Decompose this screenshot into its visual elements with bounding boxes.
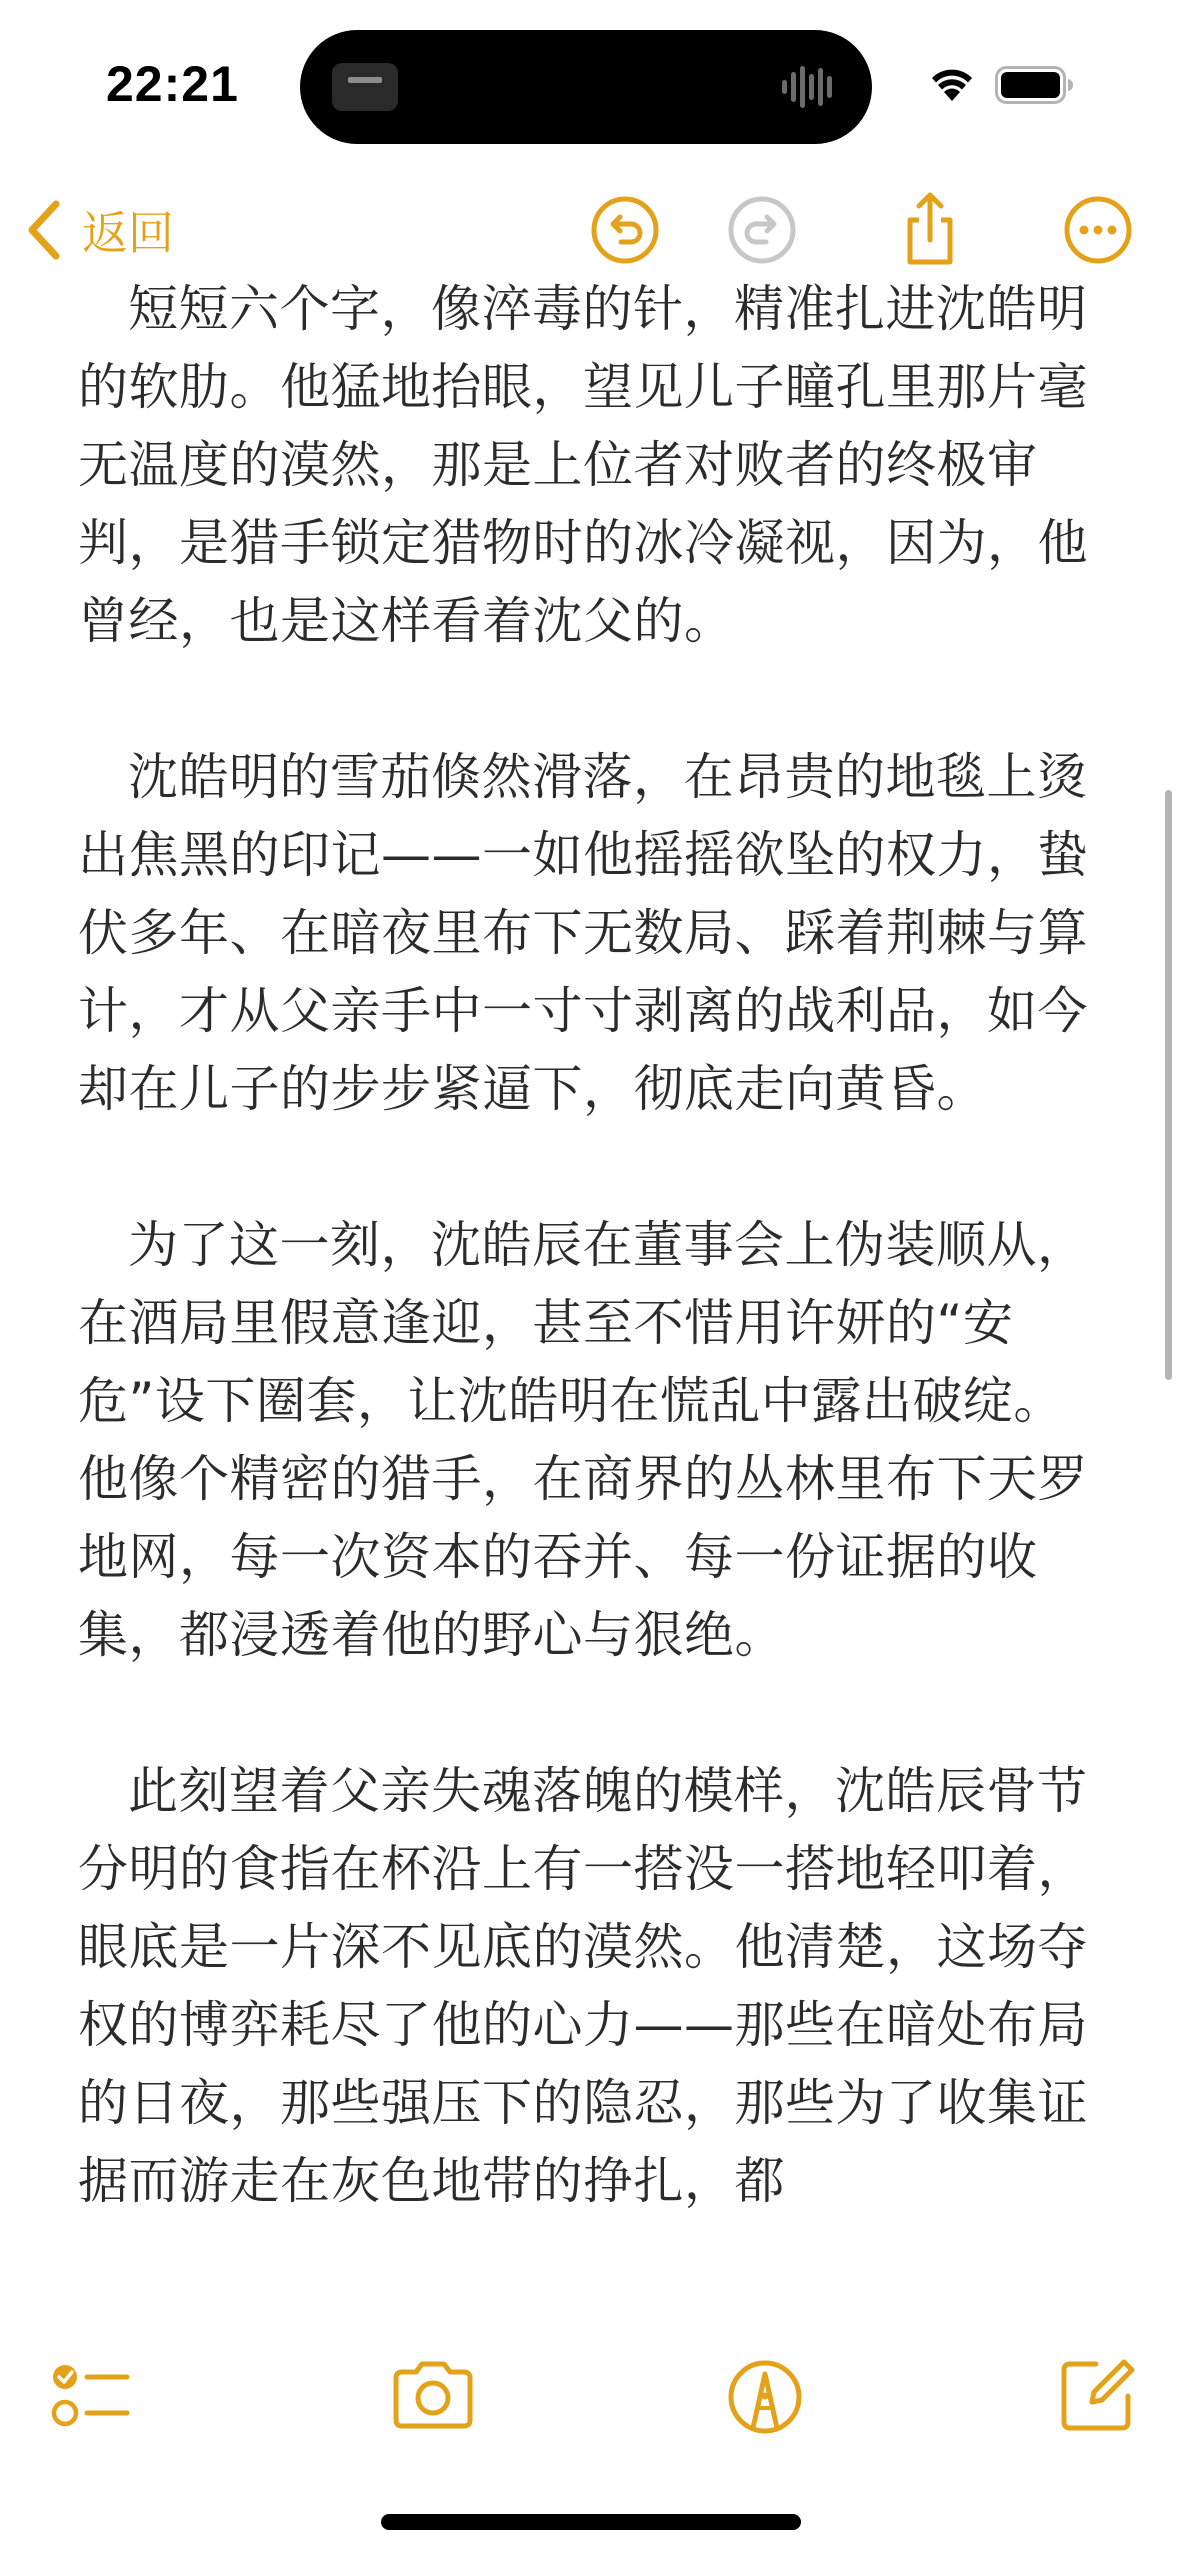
note-paragraph[interactable]: 此刻望着父亲失魂落魄的模样，沈皓辰骨节分明的食指在杯沿上有一搭没一搭地轻叩着，眼底是一片深不见底的漠然。他清楚，这场夺权的博弈耗尽了他的心力——那些在暗处布局的日夜，那些强压下的隐忍，那些为了收集证据而游走在灰色地带的挣扎，都 — [78, 1762, 1088, 2210]
undo-icon — [585, 190, 665, 270]
status-time: 22:21 — [106, 56, 239, 112]
back-label: 返回 — [82, 206, 174, 260]
note-paragraph[interactable]: 为了这一刻，沈皓辰在董事会上伪装顺从，在酒局里假意逢迎，甚至不惜用许妍的“安危”设下圈套，让沈皓明在慌乱中露出破绽。他像个精密的猎手，在商界的丛林里布下天罗地网，每一次资本的吞并、每一份证据的收集，都浸透着他的野心与狠绝。 — [78, 1216, 1088, 1664]
scroll-indicator[interactable] — [1165, 790, 1172, 1380]
redo-button[interactable] — [722, 190, 802, 270]
markup-button[interactable] — [720, 2350, 810, 2440]
battery-icon — [995, 66, 1075, 104]
home-indicator[interactable] — [381, 2514, 801, 2530]
status-bar — [0, 0, 1180, 170]
redo-icon — [722, 190, 802, 270]
more-button[interactable] — [1058, 190, 1138, 270]
camera-button[interactable] — [388, 2350, 478, 2440]
share-button[interactable] — [890, 190, 970, 270]
undo-button[interactable] — [585, 190, 665, 270]
compose-button[interactable] — [1052, 2350, 1142, 2440]
chevron-left-icon — [22, 198, 66, 262]
share-icon — [890, 190, 970, 270]
more-icon — [1058, 190, 1138, 270]
audio-waveform-icon — [780, 62, 840, 112]
note-body[interactable] — [78, 270, 1088, 2300]
back-button[interactable] — [22, 192, 174, 268]
note-paragraph[interactable]: 沈皓明的雪茄倏然滑落，在昂贵的地毯上烫出焦黑的印记——一如他摇摇欲坠的权力，蛰伏多年、在暗夜里布下无数局、踩着荆棘与算计，才从父亲手中一寸寸剥离的战利品，如今却在儿子的步步紧逼下，彻底走向黄昏。 — [78, 748, 1088, 1118]
notes-toolbar — [0, 180, 1180, 280]
dynamic-island[interactable] — [300, 30, 872, 144]
markup-pen-icon — [720, 2350, 810, 2440]
bottom-toolbar — [0, 2350, 1180, 2450]
compose-icon — [1052, 2350, 1142, 2440]
checklist-button[interactable] — [45, 2350, 135, 2440]
note-paragraph[interactable]: 短短六个字，像淬毒的针，精准扎进沈皓明的软肋。他猛地抬眼，望见儿子瞳孔里那片毫无温度的漠然，那是上位者对败者的终极审判，是猎手锁定猎物时的冰冷凝视，因为，他曾经，也是这样看着沈父的。 — [78, 280, 1088, 650]
checklist-icon — [45, 2350, 135, 2440]
wifi-icon — [930, 67, 974, 103]
now-playing-artwork-icon — [332, 63, 398, 111]
camera-icon — [388, 2350, 478, 2440]
